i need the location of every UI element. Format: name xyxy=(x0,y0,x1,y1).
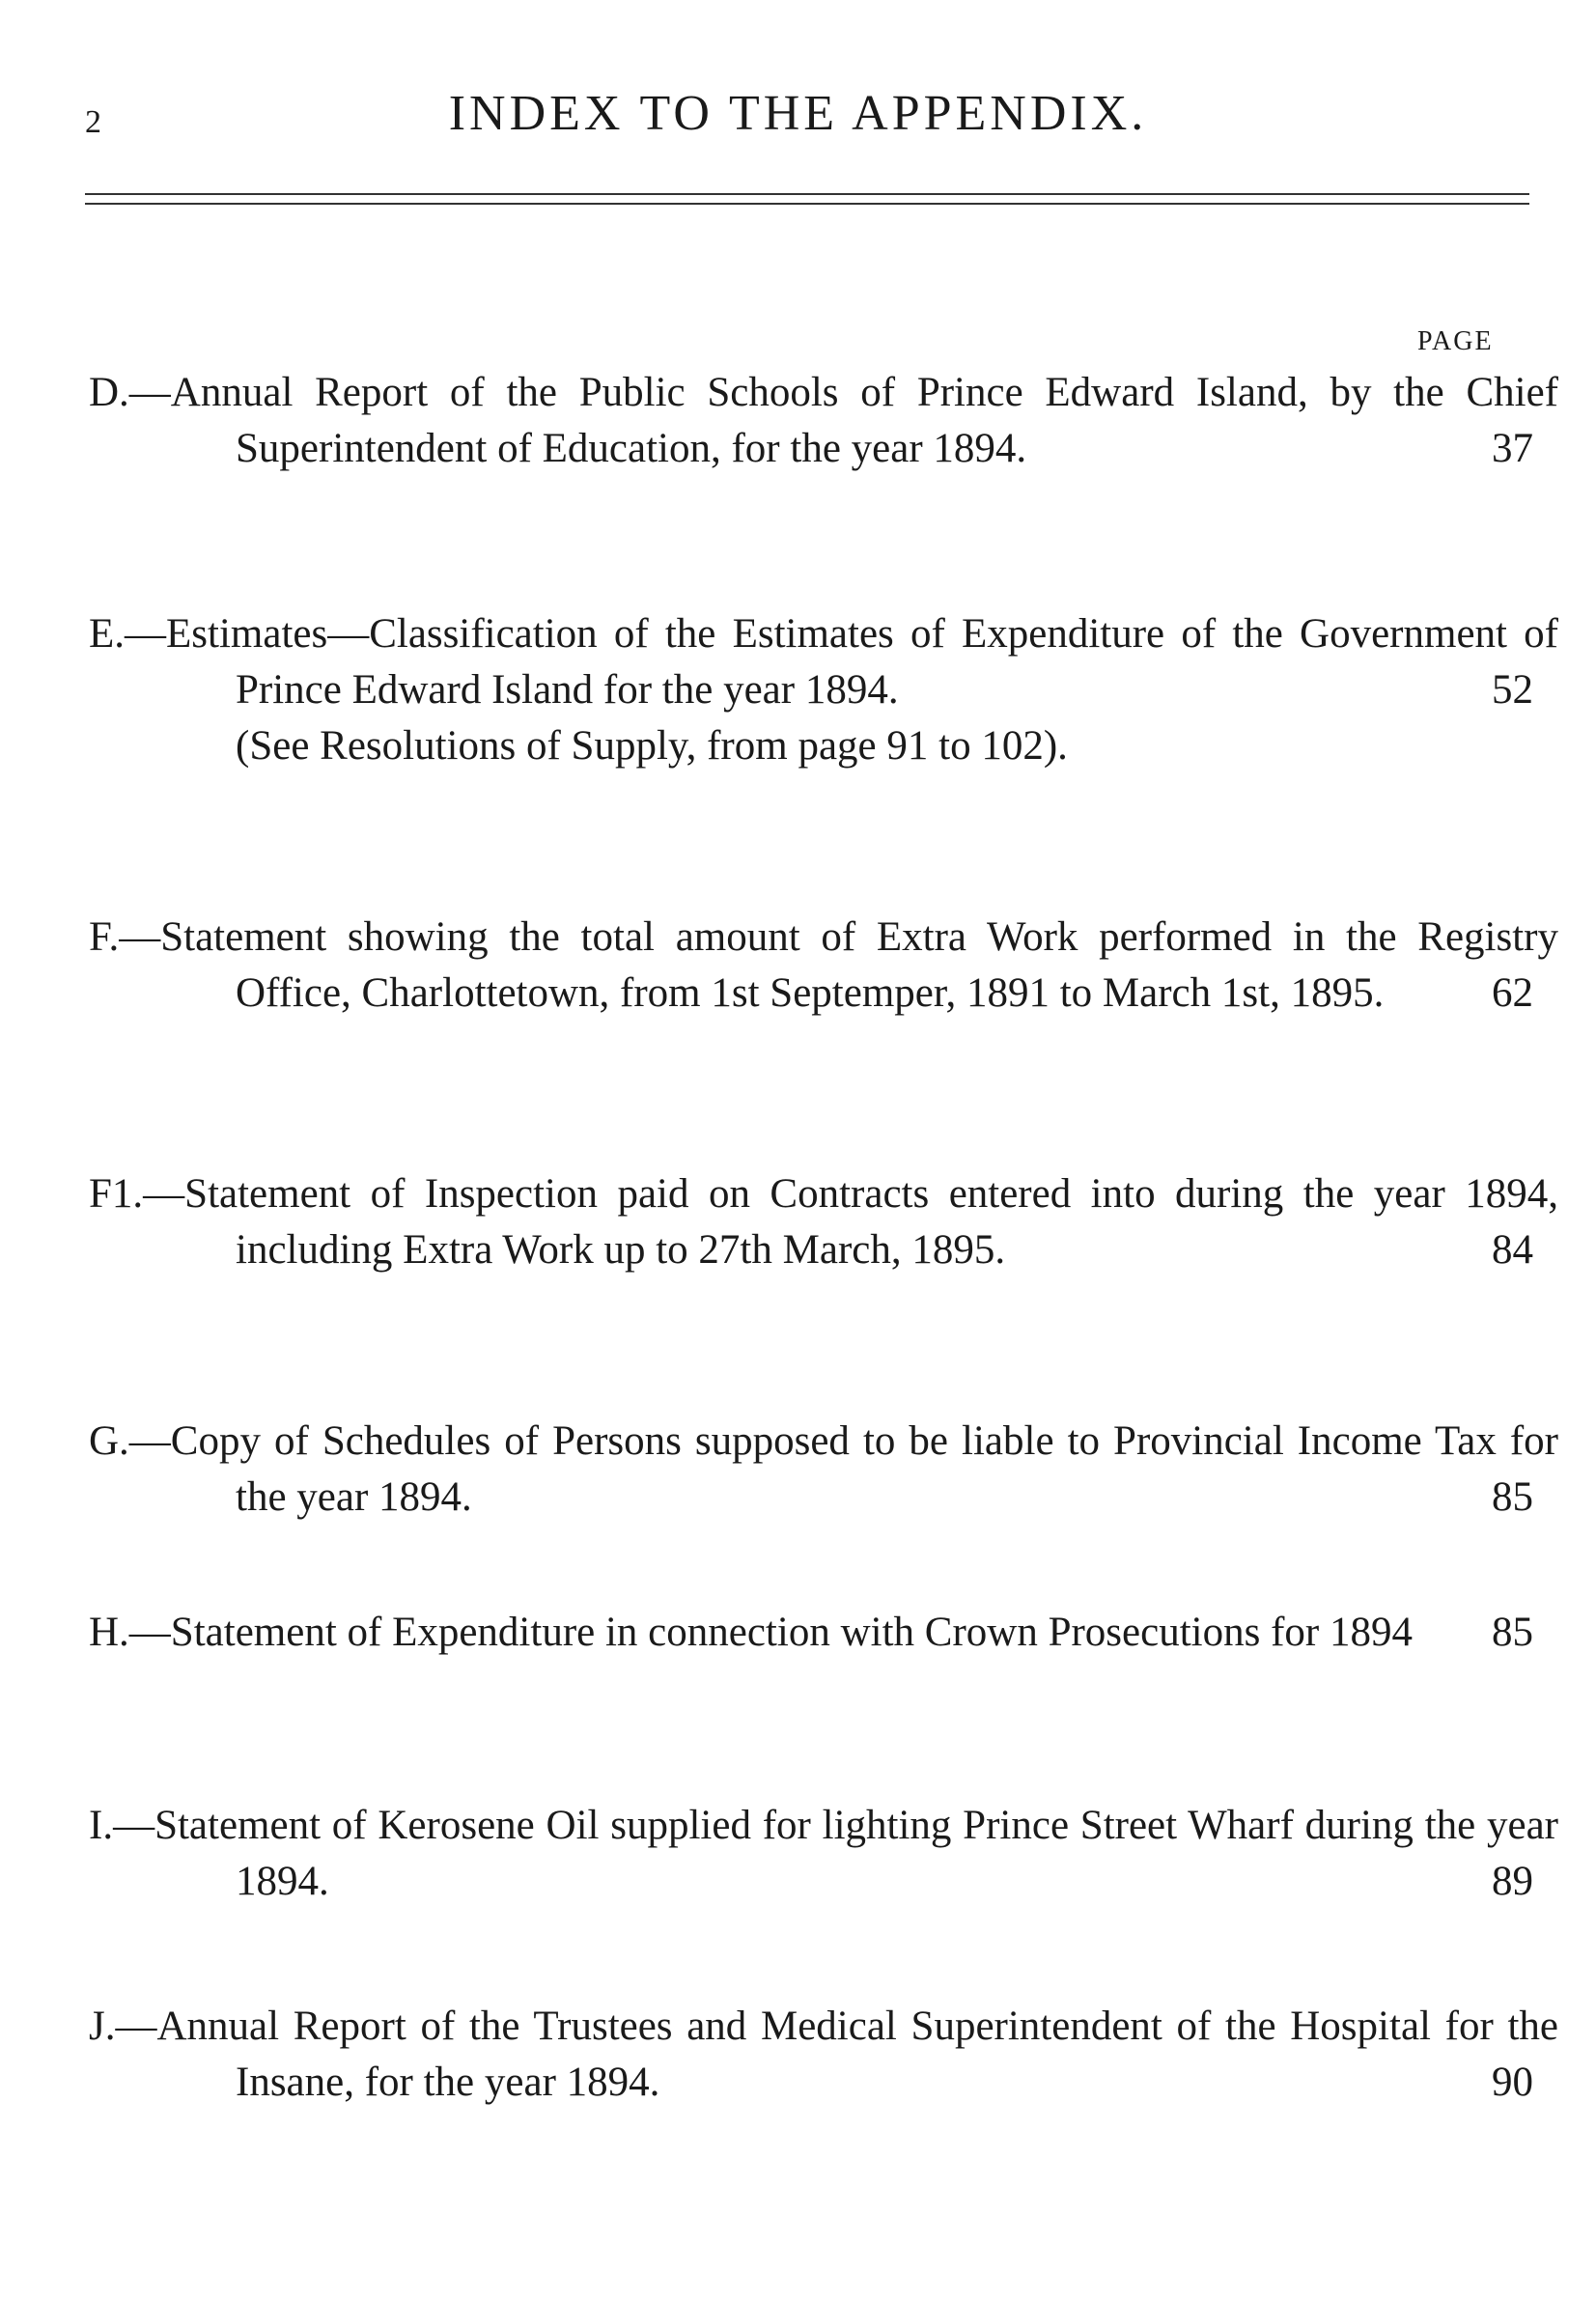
index-entry-f1 xyxy=(89,1166,1558,1278)
entry-page-number: 89 xyxy=(1492,1859,1533,1904)
index-entry-e xyxy=(89,606,1558,774)
entry-text: F.—Statement showing the total amount of Extra Work performed in the Registry Office, Charlottetown, from 1st Septemper, 1891 to March 1st, 1895. xyxy=(89,914,1558,1016)
header-rule-bottom xyxy=(85,203,1529,205)
entry-text: F1.—Statement of Inspection paid on Contracts entered into during the year 1894, including Extra Work up to 27th March, 1895. xyxy=(89,1171,1558,1273)
page-number: 2 xyxy=(85,104,102,140)
entry-page-number: 90 xyxy=(1492,2060,1533,2105)
entry-text: J.—Annual Report of the Trustees and Medical Superintendent of the Hospital for the Insane, for the year 1894. xyxy=(89,2004,1558,2105)
entry-text: D.—Annual Report of the Public Schools of Prince Edward Island, by the Chief Superintendent of Education, for the year 1894. xyxy=(89,370,1558,471)
index-entry-j xyxy=(89,1999,1558,2111)
entry-text: G.—Copy of Schedules of Persons supposed to be liable to Provincial Income Tax for the year 1894. xyxy=(89,1418,1558,1520)
index-entry-i xyxy=(89,1798,1558,1910)
index-entry-h xyxy=(89,1605,1533,1661)
entry-page-number: 62 xyxy=(1492,970,1533,1016)
index-entry-d xyxy=(89,365,1558,477)
entry-text: E.—Estimates—Classification of the Estimates of Expenditure of the Government of Prince Edward Island for the year 1894. xyxy=(89,611,1558,713)
entry-text: H.—Statement of Expenditure in connection with Crown Prosecutions for 1894 xyxy=(89,1610,1413,1655)
entry-text: I.—Statement of Kerosene Oil supplied for lighting Prince Street Wharf during the year 1894. xyxy=(89,1803,1558,1904)
entry-note: (See Resolutions of Supply, from page 91 to 102). xyxy=(236,723,1068,769)
entry-page-number: 52 xyxy=(1492,667,1533,713)
page-column-label: PAGE xyxy=(1417,326,1494,356)
header-rule-top xyxy=(85,193,1529,195)
index-entry-g xyxy=(89,1414,1558,1526)
entry-page-number: 85 xyxy=(1492,1474,1533,1520)
entry-page-number: 37 xyxy=(1492,426,1533,471)
index-entry-f xyxy=(89,910,1558,1022)
entry-page-number: 84 xyxy=(1492,1227,1533,1273)
entry-page-number: 85 xyxy=(1492,1610,1533,1655)
running-title: INDEX TO THE APPENDIX. xyxy=(448,86,1148,141)
